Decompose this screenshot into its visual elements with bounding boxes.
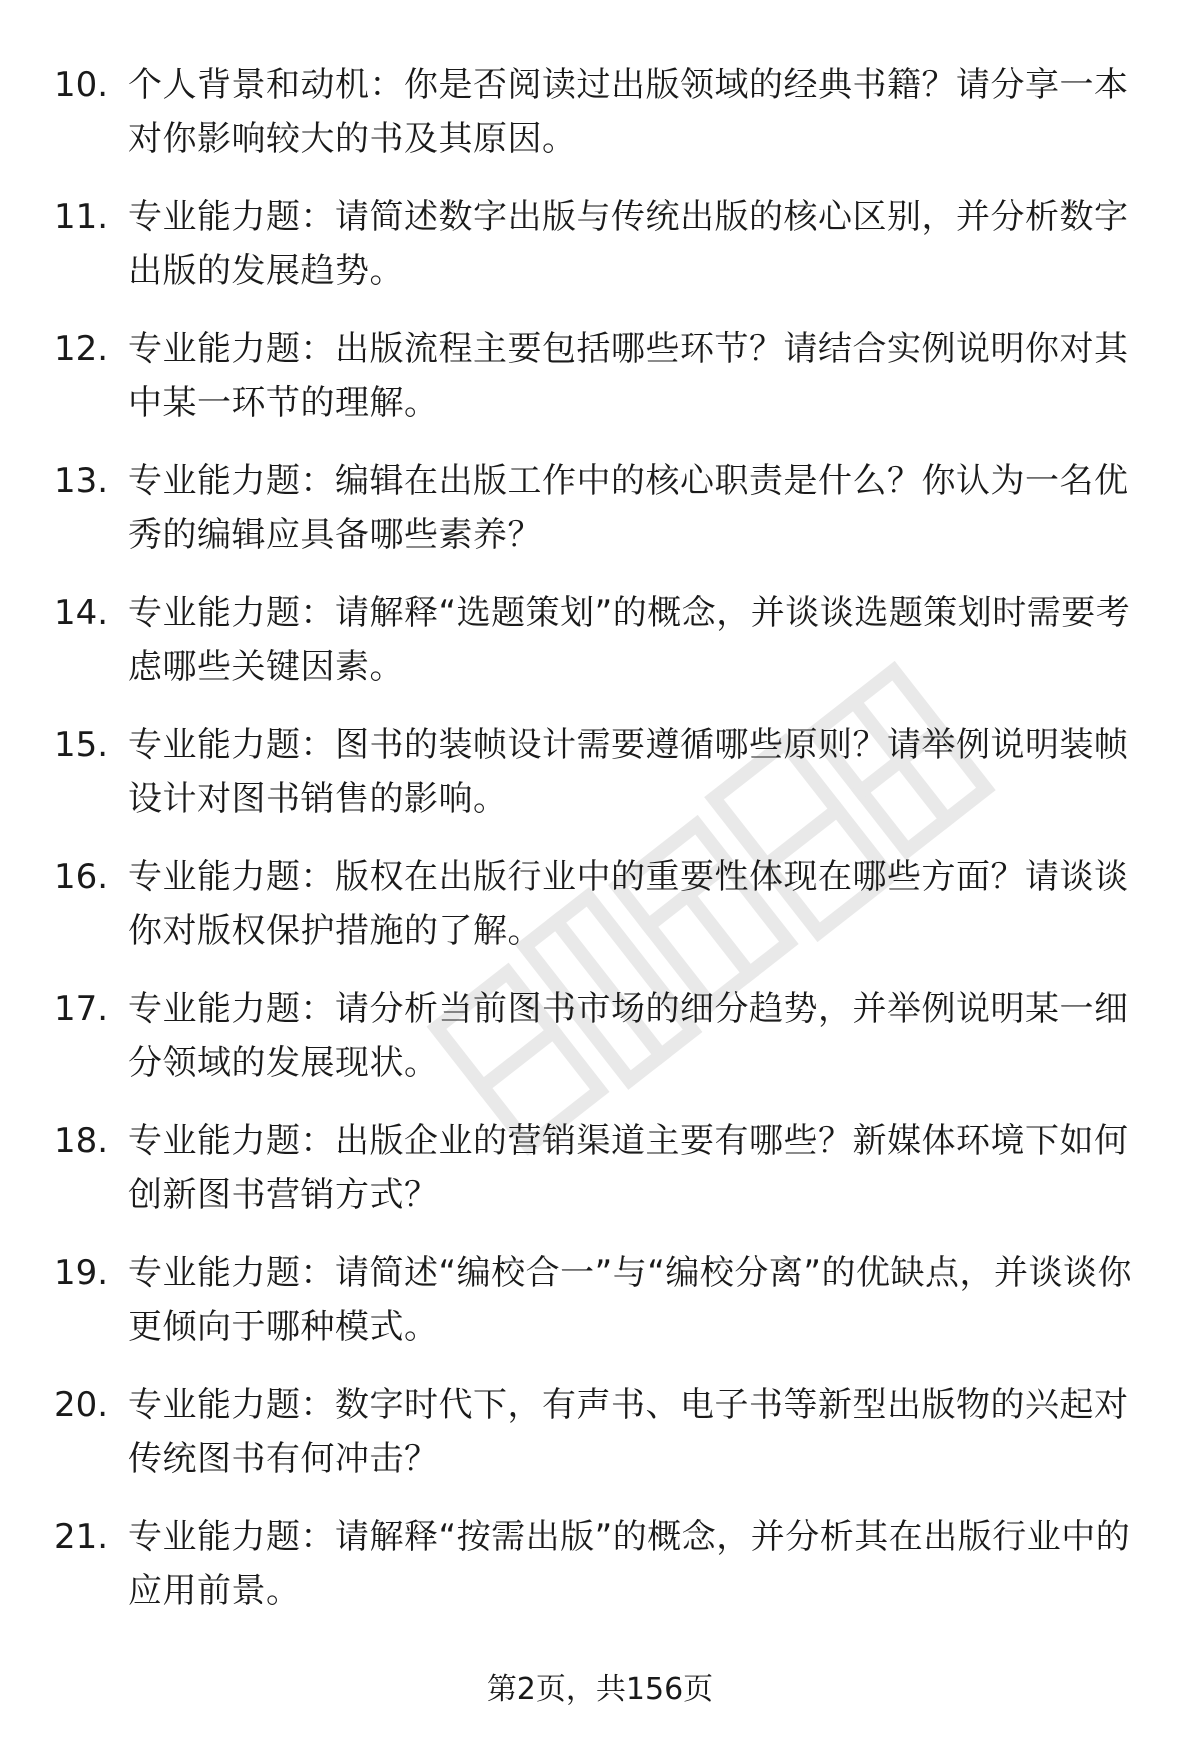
question-number: 10. xyxy=(54,65,109,105)
question-number: 17. xyxy=(54,989,109,1029)
list-item xyxy=(54,1510,1144,1642)
question-text: 专业能力题：请简述数字出版与传统出版的核心区别，并分析数字出版的发展趋势。 xyxy=(128,197,1129,291)
question-number: 18. xyxy=(54,1121,109,1161)
list-item xyxy=(54,1246,1144,1378)
question-text: 专业能力题：请分析当前图书市场的细分趋势，并举例说明某一细分领域的发展现状。 xyxy=(128,989,1129,1083)
question-number: 14. xyxy=(54,593,109,633)
question-list xyxy=(54,58,1144,1642)
question-text: 专业能力题：出版流程主要包括哪些环节？请结合实例说明你对其中某一环节的理解。 xyxy=(128,329,1129,423)
question-text: 专业能力题：图书的装帧设计需要遵循哪些原则？请举例说明装帧设计对图书销售的影响。 xyxy=(128,725,1129,819)
list-item xyxy=(54,982,1144,1114)
question-number: 20. xyxy=(54,1385,109,1425)
question-number: 13. xyxy=(54,461,109,501)
list-item xyxy=(54,454,1144,586)
question-text: 专业能力题：版权在出版行业中的重要性体现在哪些方面？请谈谈你对版权保护措施的了解。 xyxy=(128,857,1129,951)
question-text: 专业能力题：请解释“按需出版”的概念，并分析其在出版行业中的应用前景。 xyxy=(128,1517,1131,1611)
question-text: 专业能力题：出版企业的营销渠道主要有哪些？新媒体环境下如何创新图书营销方式？ xyxy=(128,1121,1129,1215)
list-item xyxy=(54,190,1144,322)
question-text: 专业能力题：数字时代下，有声书、电子书等新型出版物的兴起对传统图书有何冲击？ xyxy=(128,1385,1129,1479)
question-number: 11. xyxy=(54,197,109,237)
question-text: 专业能力题：编辑在出版工作中的核心职责是什么？你认为一名优秀的编辑应具备哪些素养？ xyxy=(128,461,1129,555)
list-item xyxy=(54,586,1144,718)
question-number: 12. xyxy=(54,329,109,369)
list-item xyxy=(54,850,1144,982)
question-number: 15. xyxy=(54,725,109,765)
question-number: 16. xyxy=(54,857,109,897)
list-item xyxy=(54,1114,1144,1246)
question-text: 专业能力题：请简述“编校合一”与“编校分离”的优缺点，并谈谈你更倾向于哪种模式。 xyxy=(128,1253,1132,1347)
list-item xyxy=(54,1378,1144,1510)
question-text: 个人背景和动机：你是否阅读过出版领域的经典书籍？请分享一本对你影响较大的书及其原因。 xyxy=(128,65,1129,159)
list-item xyxy=(54,322,1144,454)
question-number: 19. xyxy=(54,1253,109,1293)
list-item xyxy=(54,58,1144,190)
question-number: 21. xyxy=(54,1517,109,1557)
question-text: 专业能力题：请解释“选题策划”的概念，并谈谈选题策划时需要考虑哪些关键因素。 xyxy=(128,593,1131,687)
page-number-footer: 第2页，共156页 xyxy=(486,1672,714,1707)
list-item xyxy=(54,718,1144,850)
